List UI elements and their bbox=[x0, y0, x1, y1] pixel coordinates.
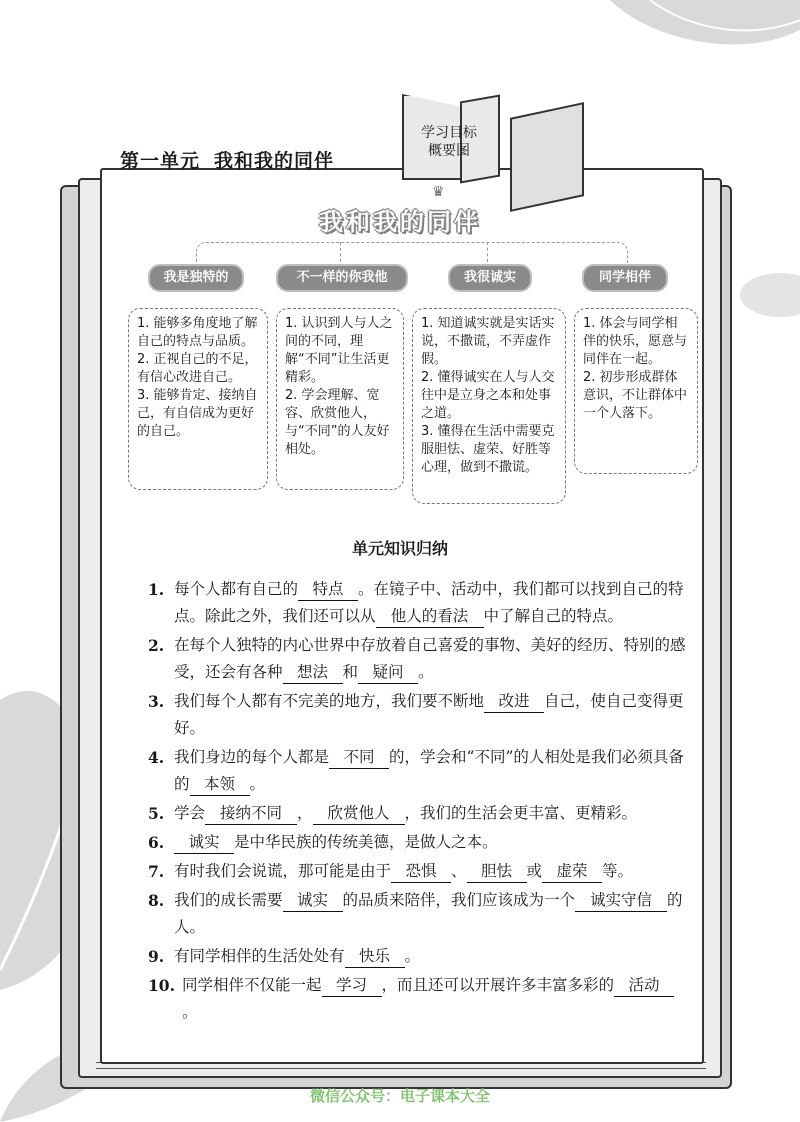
fill-blank-answer: 胆怯 bbox=[467, 860, 527, 883]
list-item bbox=[148, 887, 688, 941]
section-title: 单元知识归纳 bbox=[351, 539, 448, 558]
point: 2. 懂得诚实在人与人交往中是立身之本和处事之道。 bbox=[421, 370, 555, 421]
point: 1. 认识到人与人之间的不同，理解“不同”让生活更精彩。 bbox=[285, 316, 393, 385]
point: 1. 知道诚实就是实话实说，不撒谎，不弄虚作假。 bbox=[421, 316, 555, 367]
point: 2. 初步形成群体意识，不让群体中一个人落下。 bbox=[583, 370, 688, 421]
list-item bbox=[148, 688, 688, 742]
fill-blank-answer: 快乐 bbox=[345, 945, 405, 968]
item-text: 。 bbox=[182, 1003, 198, 1021]
crown-icon: ♛ bbox=[432, 184, 445, 200]
fill-blank-answer: 虚荣 bbox=[542, 860, 602, 883]
item-number: 6. bbox=[148, 833, 165, 852]
unit-title: 我和我的同伴 bbox=[214, 150, 335, 172]
item-number: 2. bbox=[148, 636, 165, 655]
point: 3. 能够肯定、接纳自己，有自信成为更好的自己。 bbox=[137, 388, 258, 439]
list-item bbox=[148, 632, 688, 686]
unit-heading bbox=[120, 146, 334, 173]
tree-connector bbox=[340, 242, 341, 262]
cloud-decoration-right bbox=[730, 260, 800, 320]
item-text: 。 bbox=[249, 775, 266, 793]
point: 1. 体会与同学相伴的快乐，愿意与同伴在一起。 bbox=[583, 316, 688, 367]
item-number: 10. bbox=[148, 976, 175, 995]
unit-number: 第一单元 bbox=[120, 150, 201, 172]
item-text: 。 bbox=[404, 947, 421, 965]
fill-blank-answer: 本领 bbox=[190, 773, 250, 796]
item-number: 1. bbox=[148, 580, 165, 599]
list-item bbox=[148, 800, 688, 827]
item-text: ，而且还可以开展许多丰富多彩的 bbox=[381, 976, 615, 994]
fill-blank-answer: 想法 bbox=[283, 661, 343, 684]
item-number: 8. bbox=[148, 891, 165, 910]
fill-blank-answer: 诚实守信 bbox=[575, 889, 667, 912]
item-text: 每个人都有自己的 bbox=[174, 580, 299, 598]
item-text: 学会 bbox=[174, 804, 206, 822]
fill-blank-answer: 接纳不同 bbox=[205, 802, 297, 825]
fill-blank-answer: 活动 bbox=[614, 974, 674, 997]
bookmark-label: 学习目标 概要图 bbox=[421, 125, 477, 159]
item-text: 中了解自己的特点。 bbox=[483, 607, 624, 625]
list-item bbox=[148, 744, 688, 798]
item-text: 我们的成长需要 bbox=[174, 891, 283, 909]
item-text: ， bbox=[297, 804, 313, 822]
item-text: 。 bbox=[418, 663, 434, 681]
branch-label-3: 我很诚实 bbox=[448, 264, 532, 292]
branch-label-1: 我是独特的 bbox=[148, 264, 244, 292]
list-item bbox=[148, 972, 688, 1026]
list-item bbox=[148, 943, 688, 970]
item-text: 的人。 bbox=[174, 891, 683, 936]
fill-blank-answer: 欣赏他人 bbox=[313, 802, 405, 825]
item-text: 我们身边的每个人都是 bbox=[174, 748, 330, 766]
footer-watermark: 微信公众号：电子课本大全 bbox=[309, 1087, 490, 1105]
item-number: 7. bbox=[148, 862, 165, 881]
fill-blank-answer: 他人的看法 bbox=[376, 605, 484, 628]
item-text: 有时我们会说谎，那可能是由于 bbox=[174, 862, 392, 880]
item-number: 3. bbox=[148, 692, 165, 711]
leaf-decoration-top-right bbox=[590, 0, 800, 70]
item-text: 在每个人独特的内心世界中存放着自己喜爱的事物、美好的经历、特别的感受，还会有各种 bbox=[174, 636, 686, 681]
item-text: 和 bbox=[342, 663, 359, 681]
list-item bbox=[148, 858, 688, 885]
fill-blank-answer: 特点 bbox=[298, 578, 358, 601]
item-text: 等。 bbox=[602, 862, 634, 880]
branch-points-4 bbox=[574, 308, 698, 474]
point: 3. 懂得在生活中需要克服胆怯、虚荣、好胜等心理，做到不撒谎。 bbox=[421, 424, 555, 475]
item-text: 自己，使自己变得更好。 bbox=[174, 692, 684, 737]
list-item bbox=[148, 576, 688, 630]
branch-points-3 bbox=[412, 308, 566, 504]
fill-blank-answer: 疑问 bbox=[358, 661, 418, 684]
item-text: 的品质来陪伴，我们应该成为一个 bbox=[342, 891, 576, 909]
item-number: 9. bbox=[148, 947, 165, 966]
item-text: 。在镜子中、活动中，我们都可以找到自己的特点。除此之外，我们还可以从 bbox=[174, 580, 684, 625]
item-text: 或 bbox=[526, 862, 543, 880]
page-edge-line bbox=[96, 1068, 706, 1069]
point: 2. 正视自己的不足，有信心改进自己。 bbox=[137, 352, 258, 385]
knowledge-list bbox=[148, 576, 688, 1028]
item-text: 我们每个人都有不完美的地方，我们要不断地 bbox=[174, 692, 485, 710]
point: 2. 学会理解、宽容、欣赏他人，与“不同”的人友好相处。 bbox=[285, 388, 390, 457]
fill-blank-answer: 诚实 bbox=[283, 889, 343, 912]
point: 1. 能够多角度地了解自己的特点与品质。 bbox=[137, 316, 258, 349]
fill-blank-answer: 不同 bbox=[329, 746, 389, 769]
fill-blank-answer: 改进 bbox=[484, 690, 544, 713]
item-text: 有同学相伴的生活处处有 bbox=[174, 947, 345, 965]
item-text: 是中华民族的传统美德，是做人之本。 bbox=[234, 833, 498, 851]
branch-label-2: 不一样的你我他 bbox=[276, 264, 408, 292]
branch-points-1 bbox=[128, 308, 268, 490]
branch-label-4: 同学相伴 bbox=[582, 264, 668, 292]
item-number: 4. bbox=[148, 748, 165, 767]
item-number: 5. bbox=[148, 804, 165, 823]
tree-connector bbox=[196, 242, 628, 263]
tree-connector bbox=[487, 242, 488, 262]
diagram-title: 我和我的同伴 bbox=[319, 208, 481, 236]
item-text: ，我们的生活会更丰富、更精彩。 bbox=[404, 804, 638, 822]
item-text: 同学相伴不仅能一起 bbox=[182, 976, 322, 994]
bookmark-ribbon bbox=[510, 102, 584, 212]
item-text: 的，学会和“不同”的人相处是我们必须具备的 bbox=[174, 748, 684, 793]
fill-blank-answer: 诚实 bbox=[174, 831, 234, 854]
item-text: 、 bbox=[451, 862, 467, 880]
branch-points-2 bbox=[276, 308, 404, 490]
fill-blank-answer: 学习 bbox=[322, 974, 382, 997]
list-item bbox=[148, 829, 688, 856]
fill-blank-answer: 恐惧 bbox=[391, 860, 451, 883]
